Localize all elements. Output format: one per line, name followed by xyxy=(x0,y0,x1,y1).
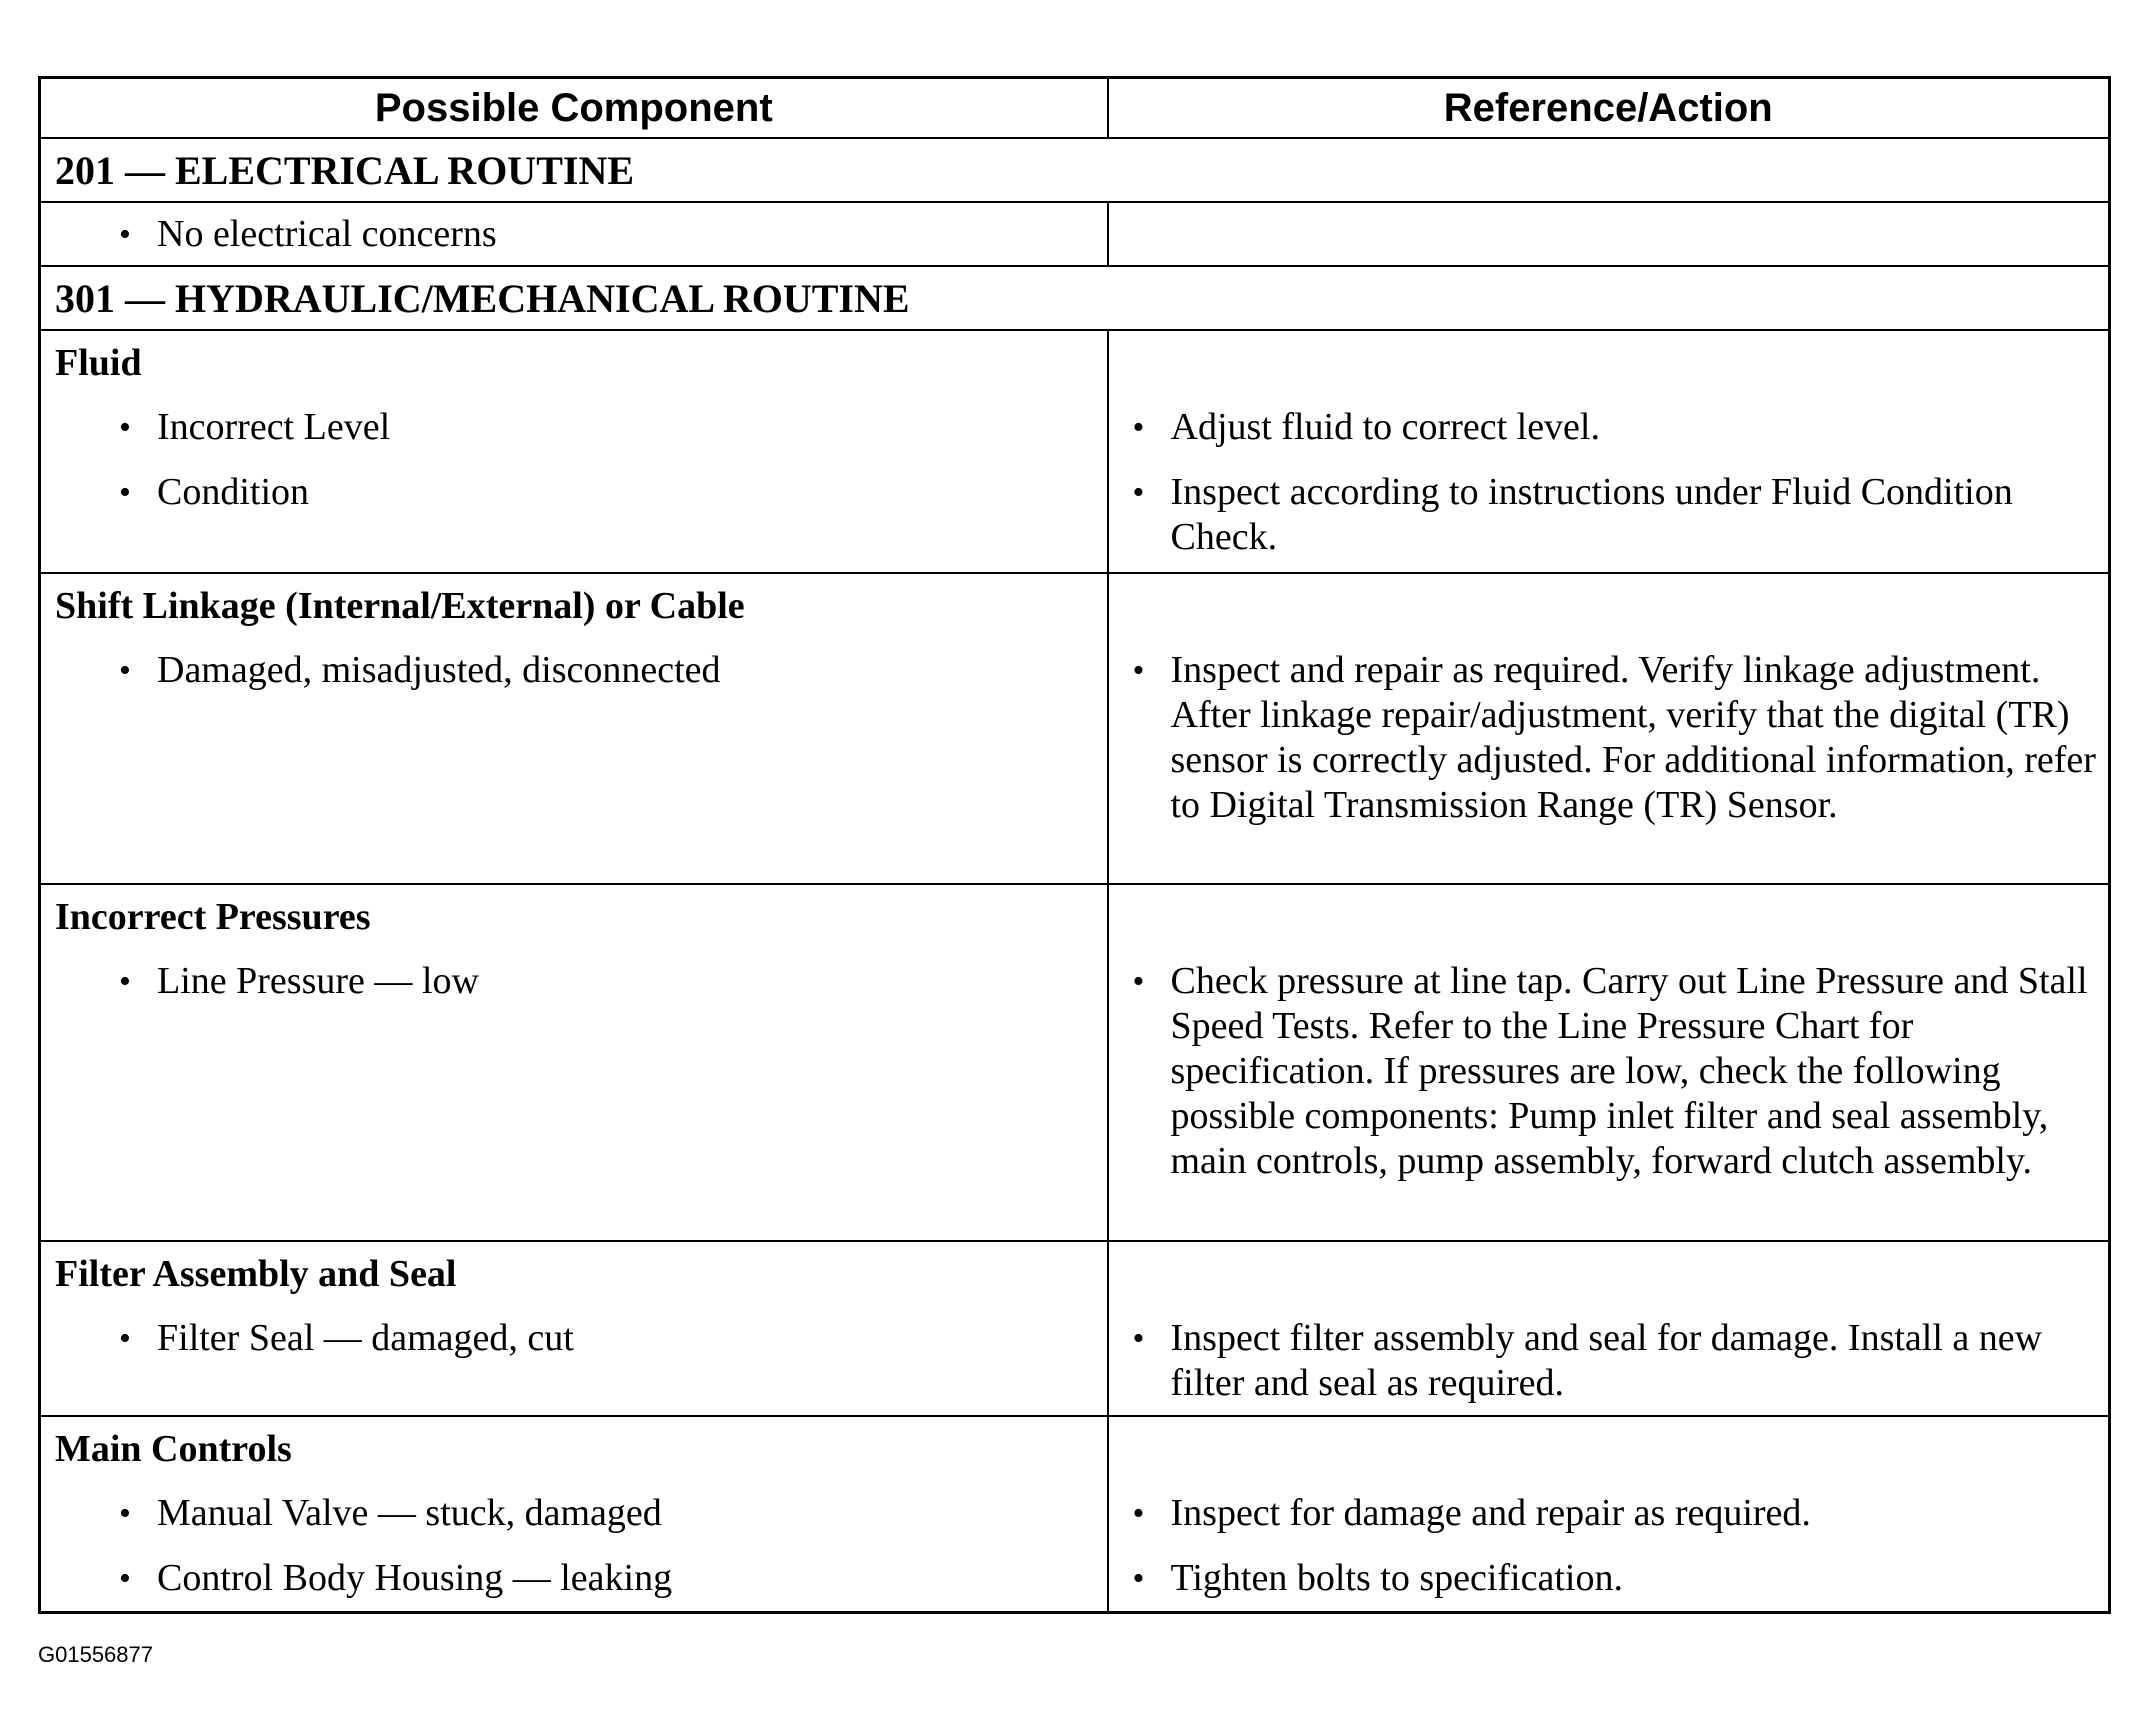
section-row-electrical xyxy=(40,138,2110,202)
header-possible-component: Possible Component xyxy=(40,78,1108,139)
action-item: • Inspect for damage and repair as required. xyxy=(1109,1491,2109,1536)
component-cell xyxy=(40,1416,1108,1612)
section-title-hydraulic: 301 — HYDRAULIC/MECHANICAL ROUTINE xyxy=(40,266,2110,330)
section-row-hydraulic xyxy=(40,266,2110,330)
table-row-filter xyxy=(40,1241,2110,1416)
figure-id: G01556877 xyxy=(38,1642,153,1667)
component-item: • No electrical concerns xyxy=(41,212,1107,257)
diagnostic-table xyxy=(38,76,2111,1614)
group-title: Shift Linkage (Internal/External) or Cable xyxy=(55,585,745,627)
table-row-fluid xyxy=(40,330,2110,573)
table-row-pressures xyxy=(40,884,2110,1241)
component-cell xyxy=(40,1241,1108,1416)
action-cell xyxy=(1108,884,2110,1241)
action-cell xyxy=(1108,202,2110,266)
table-row-shift-linkage xyxy=(40,573,2110,884)
action-item: • Check pressure at line tap. Carry out Line Pressure and Stall Speed Tests. Refer to the Line Pressure Chart for specification. If pressures are low, check the following possible components: Pump inlet filter and seal assembly, main controls, pump assembly, forward clutch assembly. xyxy=(1109,959,2109,1184)
action-cell xyxy=(1108,1416,2110,1612)
action-item: • Inspect and repair as required. Verify linkage adjustment. After linkage repair/adjustment, verify that the digital (TR) sensor is correctly adjusted. For additional information, refer to Digital Transmission Range (TR) Sensor. xyxy=(1109,648,2109,828)
action-item: • Tighten bolts to specification. xyxy=(1109,1556,2109,1601)
component-cell xyxy=(40,330,1108,573)
component-cell xyxy=(40,202,1108,266)
action-cell xyxy=(1108,573,2110,884)
component-item: • Condition xyxy=(41,470,1107,515)
component-cell xyxy=(40,573,1108,884)
component-item: • Damaged, misadjusted, disconnected xyxy=(41,648,1107,693)
table-row-main-controls xyxy=(40,1416,2110,1612)
action-cell xyxy=(1108,1241,2110,1416)
component-item: • Incorrect Level xyxy=(41,405,1107,450)
section-title-electrical: 201 — ELECTRICAL ROUTINE xyxy=(40,138,2110,202)
action-item: • Inspect according to instructions under Fluid Condition Check. xyxy=(1109,470,2109,560)
component-item: • Control Body Housing — leaking xyxy=(41,1556,1107,1601)
group-title: Main Controls xyxy=(55,1428,292,1470)
component-cell xyxy=(40,884,1108,1241)
component-item: • Filter Seal — damaged, cut xyxy=(41,1316,1107,1361)
table-row xyxy=(40,202,2110,266)
action-cell xyxy=(1108,330,2110,573)
group-title: Filter Assembly and Seal xyxy=(55,1253,457,1295)
header-reference-action: Reference/Action xyxy=(1108,78,2110,139)
group-title: Incorrect Pressures xyxy=(55,896,371,938)
group-title: Fluid xyxy=(55,342,142,384)
action-item: • Adjust fluid to correct level. xyxy=(1109,405,2109,450)
component-item: • Line Pressure — low xyxy=(41,959,1107,1004)
component-item: • Manual Valve — stuck, damaged xyxy=(41,1491,1107,1536)
action-item: • Inspect filter assembly and seal for damage. Install a new filter and seal as required. xyxy=(1109,1316,2109,1406)
